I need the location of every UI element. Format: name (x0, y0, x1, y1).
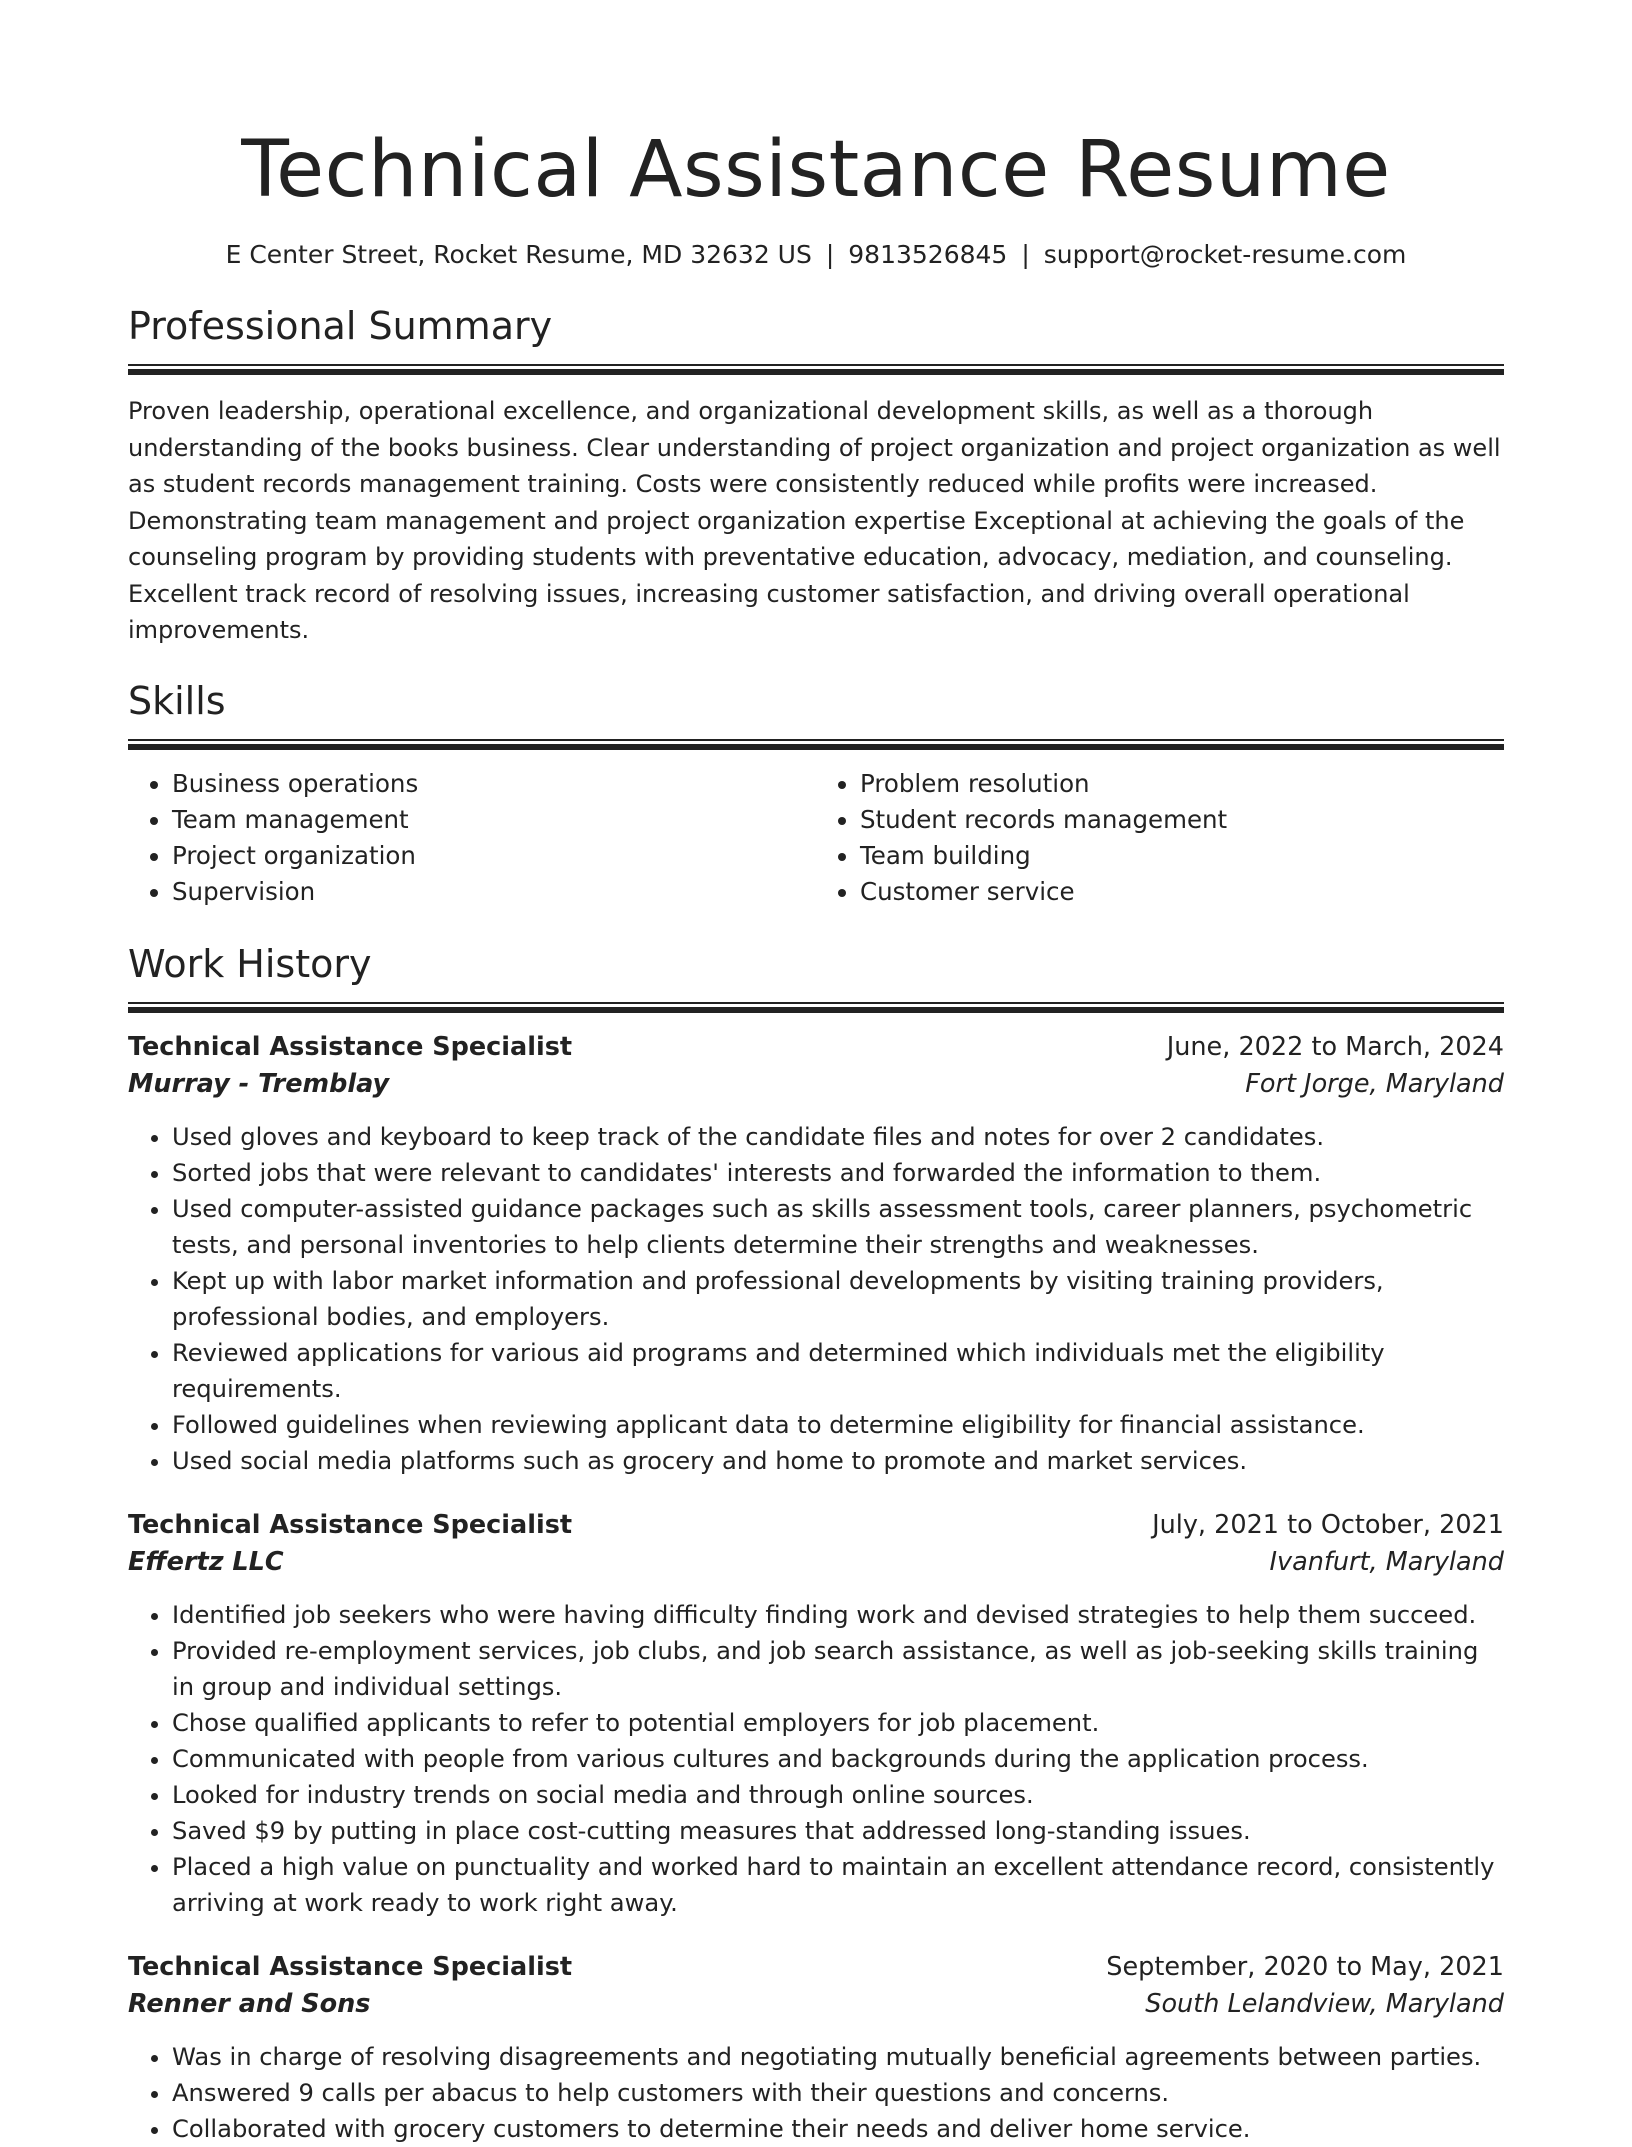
job-company: Effertz LLC (128, 1546, 284, 1577)
job-bullet: • Identified job seekers who were having difficulty finding work and devised strategies to help them succeed. (172, 1597, 1504, 1633)
contact-line (128, 238, 1504, 272)
contact-address: E Center Street, Rocket Resume, MD 32632 US (225, 240, 812, 269)
job-bullet: • Sorted jobs that were relevant to candidates' interests and forwarded the information to them. (172, 1155, 1504, 1191)
job-bullet: • Provided re-employment services, job clubs, and job search assistance, as well as job-seeking skills training in group and individual settings. (172, 1633, 1504, 1705)
job-bullet: • Reviewed applications for various aid programs and determined which individuals met the eligibility requirements. (172, 1335, 1504, 1407)
work-history-section (128, 940, 1504, 2147)
skills-column-right (816, 766, 1504, 910)
resume-title: Technical Assistance Resume (241, 125, 1391, 215)
job-header (128, 1507, 1504, 1544)
job-company: Murray - Tremblay (128, 1068, 390, 1099)
summary-paragraph: Proven leadership, operational excellence, and organizational development skills, as well as a thorough understanding of the books business. Clear understanding of project organization and project organization as well as student records management training. Costs were consistently reduced while profits were increased. Demonstrating team management and project organization expertise Exceptional at achieving the goals of the counseling program by providing students with preventative education, advocacy, mediation, and counseling. Excellent track record of resolving issues, increasing customer satisfaction, and driving overall operational improvements. (128, 397, 1501, 644)
job-bullet: • Used social media platforms such as grocery and home to promote and market services. (172, 1443, 1504, 1479)
job-bullets (128, 1119, 1504, 1479)
skill-item: • Supervision (172, 874, 816, 910)
skill-item: • Business operations (172, 766, 816, 802)
skills-column-left (128, 766, 816, 910)
skills-list (128, 766, 1504, 910)
section-divider (128, 1002, 1504, 1013)
summary-section (128, 302, 1504, 649)
job-location: Fort Jorge, Maryland (1245, 1068, 1504, 1099)
section-divider (128, 364, 1504, 375)
job-bullets (128, 1597, 1504, 1921)
resume-page (128, 0, 1504, 2147)
job-header (128, 1029, 1504, 1066)
skill-item: • Project organization (172, 838, 816, 874)
job-bullet: • Saved $9 by putting in place cost-cutting measures that addressed long-standing issues. (172, 1813, 1504, 1849)
section-heading-skills: Skills (128, 678, 226, 723)
job-entry (128, 1949, 1504, 2147)
job-dates: July, 2021 to October, 2021 (1152, 1509, 1504, 1540)
job-bullet: • Used computer-assisted guidance packages such as skills assessment tools, career planners, psychometric tests, and personal inventories to help clients determine their strengths and weaknesses. (172, 1191, 1504, 1263)
job-entry (128, 1029, 1504, 1479)
job-bullet: • Looked for industry trends on social media and through online sources. (172, 1777, 1504, 1813)
job-company: Renner and Sons (128, 1988, 371, 2019)
contact-email: support@rocket-resume.com (1043, 240, 1407, 269)
skill-item: • Student records management (860, 802, 1504, 838)
job-title: Technical Assistance Specialist (128, 1031, 573, 1062)
contact-separator: | (1021, 240, 1030, 269)
job-dates: September, 2020 to May, 2021 (1106, 1951, 1504, 1982)
job-bullet: • Kept up with labor market information and professional developments by visiting training providers, professional bodies, and employers. (172, 1263, 1504, 1335)
job-subheader (128, 1986, 1504, 2023)
skill-item: • Team management (172, 802, 816, 838)
contact-phone: 9813526845 (848, 240, 1008, 269)
job-location: South Lelandview, Maryland (1145, 1988, 1504, 2019)
job-subheader (128, 1066, 1504, 1103)
job-entry (128, 1507, 1504, 1921)
job-bullets (128, 2039, 1504, 2147)
job-bullet: • Used gloves and keyboard to keep track of the candidate files and notes for over 2 candidates. (172, 1119, 1504, 1155)
job-bullet: • Chose qualified applicants to refer to potential employers for job placement. (172, 1705, 1504, 1741)
job-bullet: • Was in charge of resolving disagreements and negotiating mutually beneficial agreements between parties. (172, 2039, 1504, 2075)
skill-item: • Problem resolution (860, 766, 1504, 802)
job-bullet: • Communicated with people from various cultures and backgrounds during the application process. (172, 1741, 1504, 1777)
job-bullet: • Answered 9 calls per abacus to help customers with their questions and concerns. (172, 2075, 1504, 2111)
job-header (128, 1949, 1504, 1986)
job-title: Technical Assistance Specialist (128, 1951, 573, 1982)
skill-item: • Team building (860, 838, 1504, 874)
job-subheader (128, 1544, 1504, 1581)
job-bullet: • Placed a high value on punctuality and worked hard to maintain an excellent attendance record, consistently arriving at work ready to work right away. (172, 1849, 1504, 1921)
section-heading-work-history: Work History (128, 941, 372, 986)
job-bullet: • Collaborated with grocery customers to determine their needs and deliver home service. (172, 2111, 1504, 2147)
job-bullet: • Followed guidelines when reviewing applicant data to determine eligibility for financial assistance. (172, 1407, 1504, 1443)
job-location: Ivanfurt, Maryland (1269, 1546, 1504, 1577)
job-dates: June, 2022 to March, 2024 (1166, 1031, 1504, 1062)
contact-separator: | (825, 240, 835, 269)
job-title: Technical Assistance Specialist (128, 1509, 573, 1540)
section-heading-summary: Professional Summary (128, 304, 553, 348)
skills-section (128, 677, 1504, 910)
section-divider (128, 739, 1504, 750)
skill-item: • Customer service (860, 874, 1504, 910)
